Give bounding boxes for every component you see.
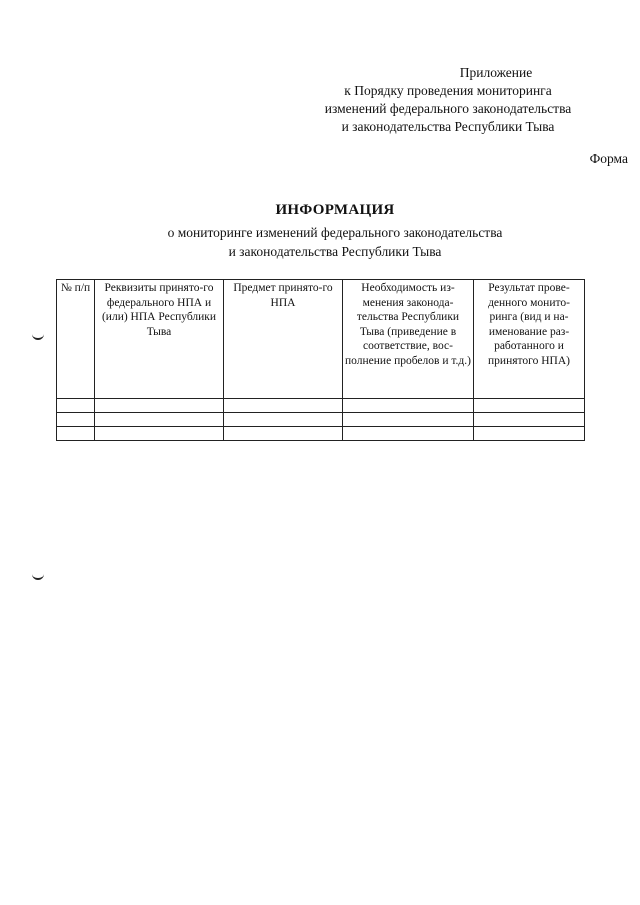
- table-cell: [57, 427, 95, 441]
- header-requisites: Реквизиты принято-го федерального НПА и (или) НПА Республики Тыва: [95, 280, 224, 399]
- table-cell: [57, 399, 95, 413]
- table-cell: [474, 427, 585, 441]
- table-cell: [95, 413, 224, 427]
- table-cell: [57, 413, 95, 427]
- header-number: № п/п: [57, 280, 95, 399]
- table-cell: [474, 413, 585, 427]
- table-row: [57, 413, 585, 427]
- header-subject: Предмет принято-го НПА: [224, 280, 343, 399]
- table-cell: [224, 413, 343, 427]
- hole-punch-mark: [32, 572, 44, 580]
- appendix-block: [288, 64, 608, 136]
- appendix-line-3: изменений федерального законодательства: [324, 101, 572, 116]
- form-label: Форма: [589, 151, 628, 166]
- table-row: [57, 399, 585, 413]
- header-necessity: Необходимость из-менения законода-тельства Республики Тыва (приведение в соответствие, вос-полнение пробелов и т.д.): [343, 280, 474, 399]
- subtitle-line-1: о мониторинге изменений федерального законодательства: [167, 225, 503, 240]
- document-title: ИНФОРМАЦИЯ: [275, 202, 395, 218]
- table-cell: [343, 399, 474, 413]
- table-cell: [343, 413, 474, 427]
- appendix-line-4: и законодательства Республики Тыва: [341, 119, 555, 134]
- table-cell: [224, 399, 343, 413]
- document-subtitle: [0, 223, 640, 261]
- appendix-line-2: к Порядку проведения мониторинга: [344, 83, 552, 98]
- table-cell: [474, 399, 585, 413]
- table-cell: [224, 427, 343, 441]
- subtitle-line-2: и законодательства Республики Тыва: [228, 244, 442, 259]
- table-cell: [95, 427, 224, 441]
- header-result: Результат прове-денного монито-ринга (вид и на-именование раз-работанного и принятого НПА): [474, 280, 585, 399]
- table-row: [57, 427, 585, 441]
- monitoring-table: [56, 279, 585, 441]
- hole-punch-mark: [32, 332, 44, 340]
- table-cell: [95, 399, 224, 413]
- table-cell: [343, 427, 474, 441]
- appendix-line-1: Приложение: [459, 65, 533, 80]
- table-header-row: [57, 280, 585, 399]
